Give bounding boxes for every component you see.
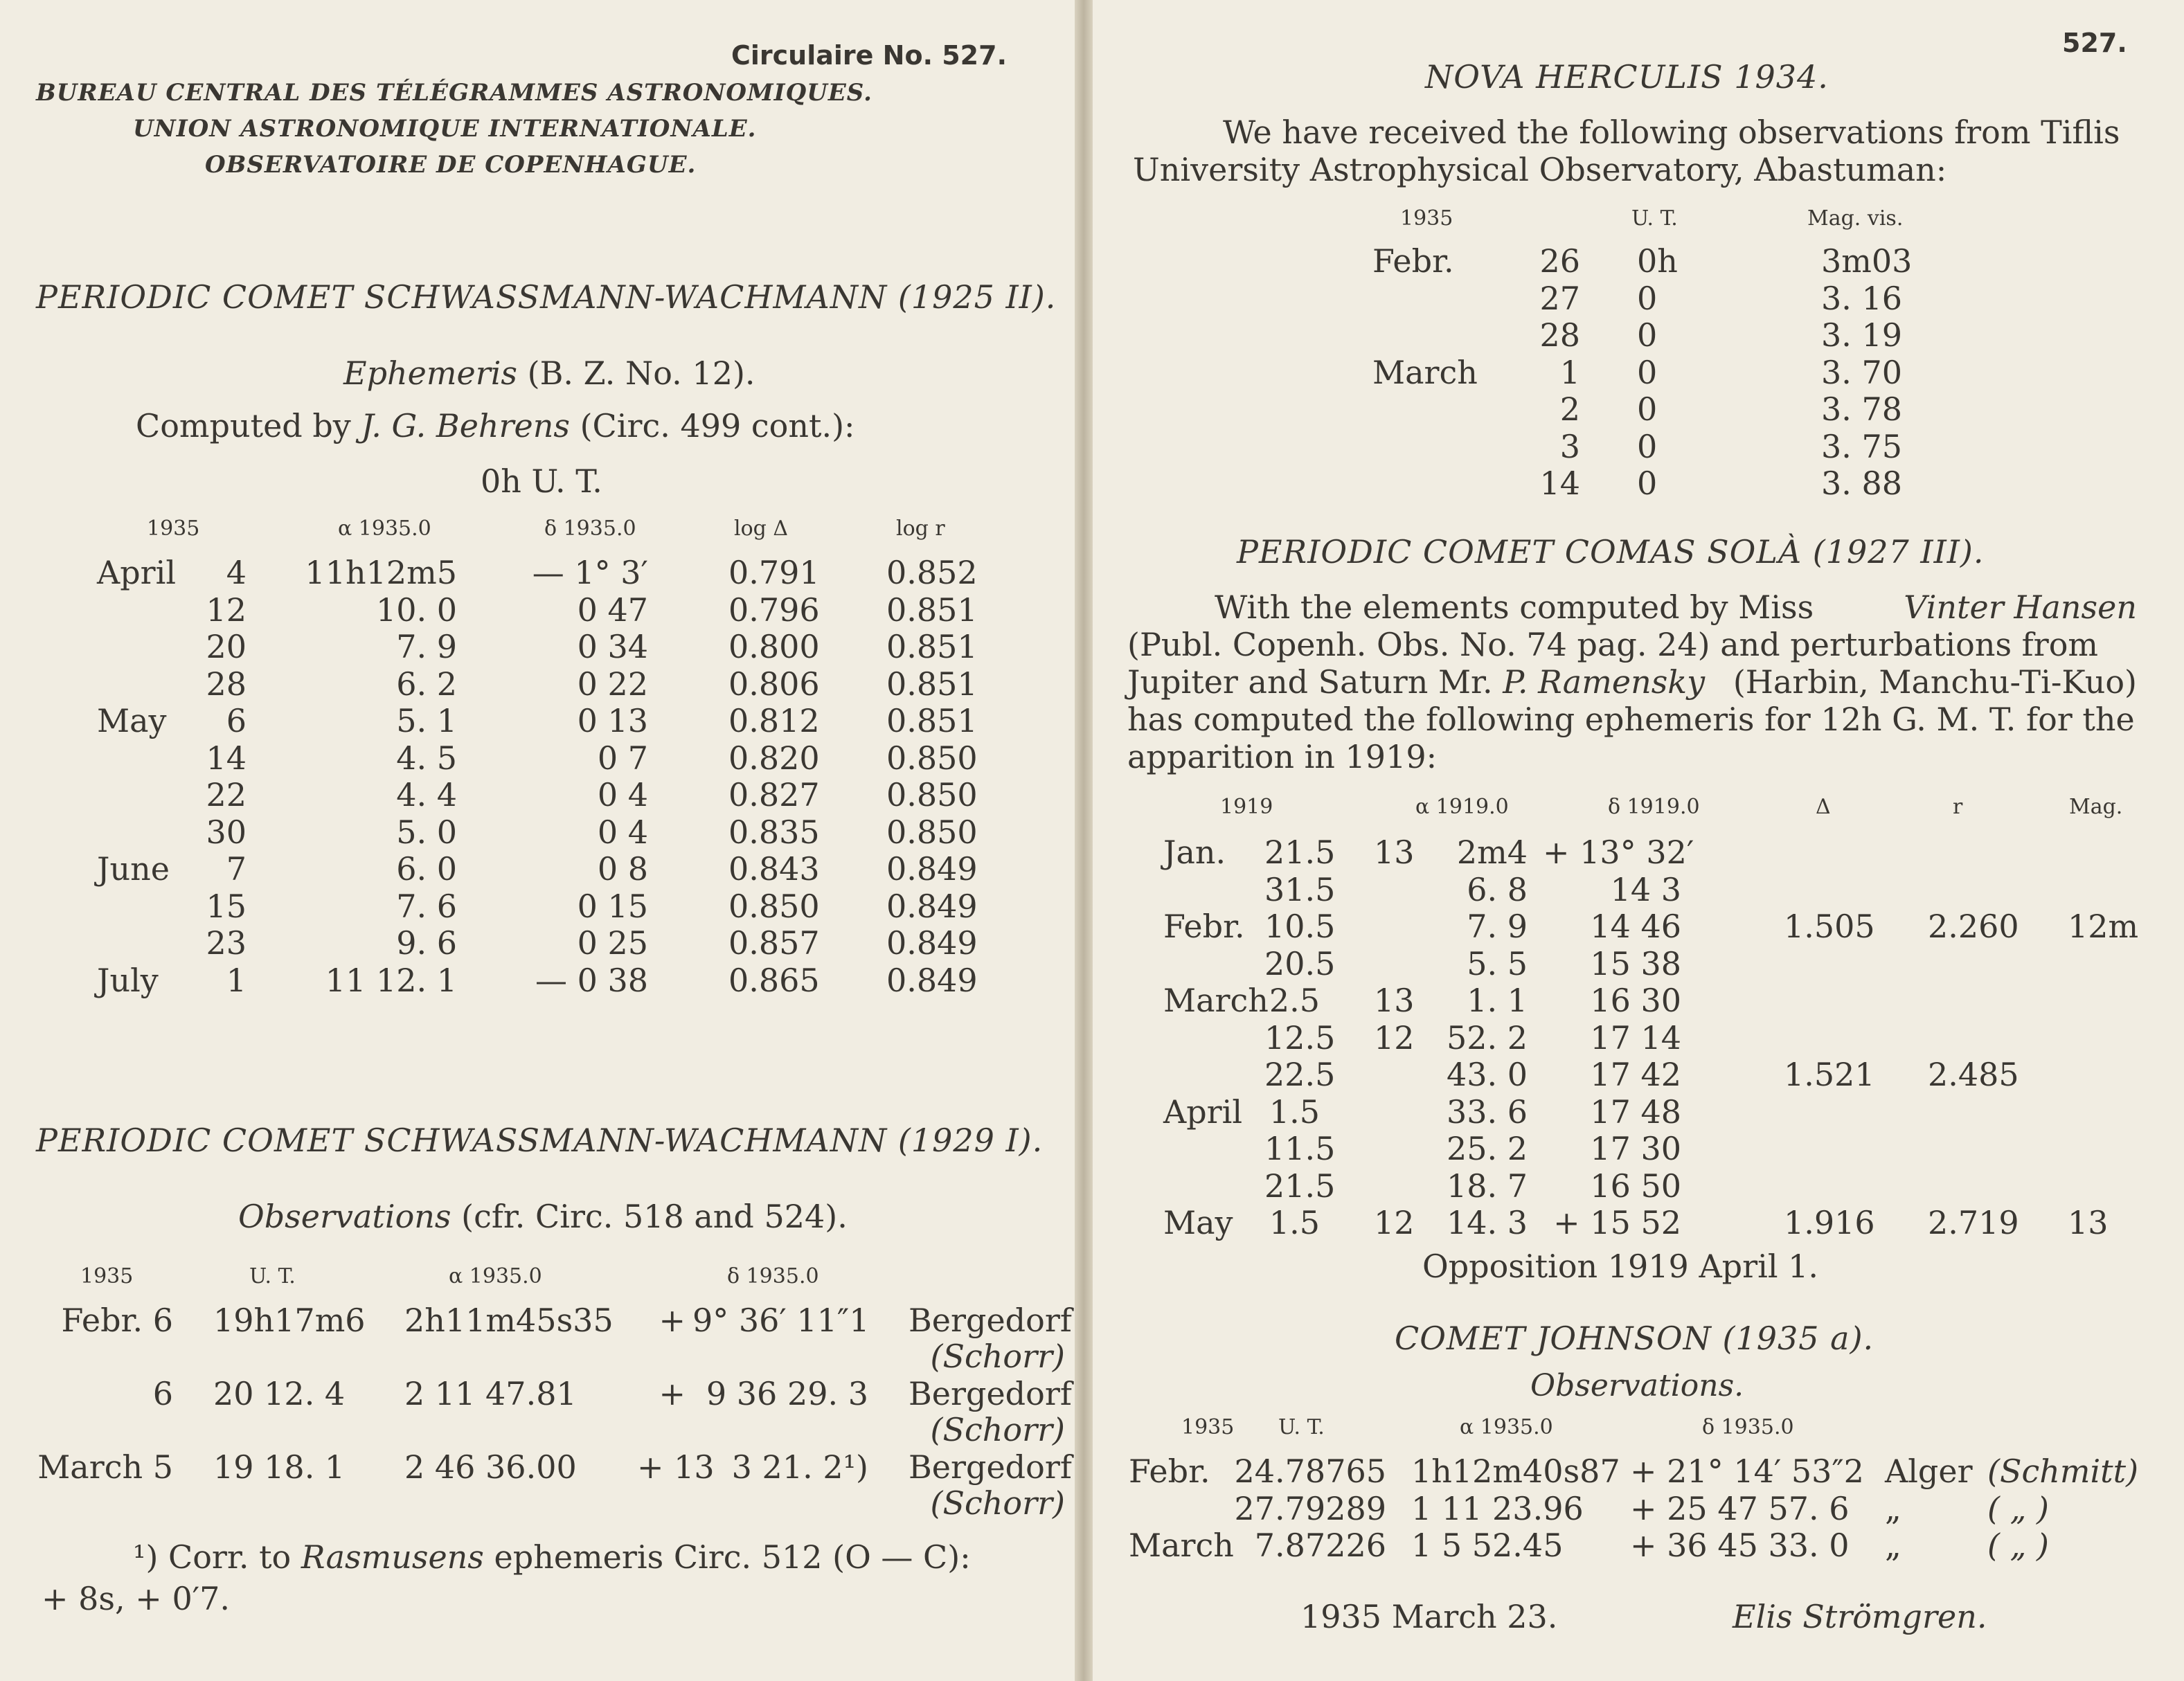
column-header: α 1935.0 <box>1460 1415 1553 1439</box>
table-cell: „ <box>1885 1489 1901 1527</box>
table-cell: 0 <box>1637 465 1658 502</box>
table-cell: + 36 45 33. 0 <box>1630 1527 1850 1564</box>
table-cell: 3m03 <box>1821 242 1913 280</box>
table-cell: 0.857 <box>728 924 820 962</box>
table-cell: 6 <box>152 1375 173 1412</box>
table-cell: 0 <box>1637 390 1658 428</box>
table-cell: April <box>97 554 177 591</box>
table-cell: 6 <box>226 702 247 739</box>
column-header: Mag. <box>2069 795 2123 819</box>
table-cell: 3. 88 <box>1821 465 1903 502</box>
column-header: δ 1935.0 <box>727 1264 819 1288</box>
left-page <box>0 0 1075 1681</box>
table-cell: 0 <box>1637 316 1658 354</box>
table-cell: 1 11 23.96 <box>1411 1489 1584 1527</box>
table-cell: 1.505 <box>1784 908 1875 945</box>
section-title-1925: PERIODIC COMET SCHWASSMANN-WACHMANN (1925 II). <box>36 278 1057 316</box>
table-cell: Bergedorf <box>908 1302 1072 1339</box>
table-cell: 2 11 47.81 <box>404 1375 577 1412</box>
computed-by-line: Computed by J. G. Behrens (Circ. 499 cont.): <box>136 407 855 444</box>
table-cell: 7. 9 <box>396 628 457 665</box>
table-cell: 3 <box>1559 427 1580 465</box>
table-cell: 12 <box>206 591 247 629</box>
table-cell: 3. 70 <box>1821 353 1903 391</box>
table-cell: 4. 4 <box>396 776 457 813</box>
table-cell: 0.851 <box>886 665 978 703</box>
table-cell: 17 48 <box>1590 1093 1681 1131</box>
column-header: 1935 <box>147 516 200 541</box>
table-cell: 2.260 <box>1928 908 2019 945</box>
signature: Elis Strömgren. <box>1733 1598 1987 1635</box>
table-cell: 16 30 <box>1590 982 1681 1019</box>
table-cell: 7.87226 <box>1254 1527 1386 1564</box>
table-cell: 28 <box>1539 316 1580 354</box>
table-cell: 0.849 <box>886 887 978 925</box>
circular-number: Circulaire No. 527. <box>731 40 1007 71</box>
table-cell: 0.865 <box>728 961 820 999</box>
table-cell: 12.5 <box>1264 1018 1336 1057</box>
table-cell: 1.521 <box>1784 1056 1875 1093</box>
table-cell: 0.796 <box>728 591 820 629</box>
table-cell: 6. 2 <box>396 665 457 703</box>
table-cell: 0.851 <box>886 628 978 665</box>
table-cell: 0.806 <box>728 665 820 703</box>
table-cell: + <box>659 1302 686 1339</box>
table-cell: 22.5 <box>1264 1056 1336 1093</box>
table-cell: 9° 36′ 11″1 <box>692 1302 870 1339</box>
footnote-line-1: ¹) Corr. to Rasmusens ephemeris Circ. 512 (O — C): <box>133 1538 971 1576</box>
table-cell: — 1° 3′ <box>532 554 648 591</box>
table-cell: 27.79289 <box>1234 1489 1386 1527</box>
table-cell: 3 21. 2¹) <box>731 1448 868 1486</box>
table-cell: 10. 0 <box>375 591 457 629</box>
table-cell: (Schorr) <box>930 1411 1065 1448</box>
table-cell: 25. 2 <box>1446 1130 1528 1167</box>
table-cell: 1.5 <box>1269 1093 1320 1131</box>
column-header: U. T. <box>249 1264 296 1288</box>
table-cell: + <box>659 1375 686 1412</box>
table-cell: 18. 7 <box>1446 1167 1528 1205</box>
table-cell: Febr. 6 <box>61 1302 173 1339</box>
table-cell: 19 18. 1 <box>213 1448 346 1486</box>
table-cell: 20 12. 4 <box>213 1375 346 1412</box>
column-header: 1919 <box>1220 795 1273 819</box>
table-cell: March <box>1372 353 1478 391</box>
table-cell: Febr. <box>1129 1453 1210 1490</box>
table-cell: 17 42 <box>1590 1056 1681 1093</box>
observatory-header: OBSERVATOIRE DE COPENHAGUE. <box>205 151 697 179</box>
table-cell: 0 15 <box>577 887 648 925</box>
table-cell: 1 <box>1559 353 1580 391</box>
table-cell: ( „ ) <box>1987 1527 2049 1564</box>
column-header: α 1919.0 <box>1415 795 1509 819</box>
table-cell: 0.791 <box>728 554 820 591</box>
table-cell: 2 <box>1559 390 1580 428</box>
table-cell: 5. 1 <box>396 702 457 739</box>
comas-paragraph: With the elements computed by Miss Vinter Hansen (Publ. Copenh. Obs. No. 74 pag. 24) and perturbations from Jupiter and Saturn Mr. P. Ramensky (Harbin, Manchu-Ti-Kuo) has computed the following ephemeris for 12h G. M. T. for the apparition in 1919: <box>1127 588 2137 775</box>
table-cell: 15 <box>206 887 247 925</box>
table-cell: June <box>97 850 170 888</box>
column-header: Mag. vis. <box>1807 206 1904 231</box>
column-header: α 1935.0 <box>449 1264 542 1288</box>
table-cell: (Schorr) <box>930 1484 1065 1522</box>
observations-line: Observations (cfr. Circ. 518 and 524). <box>238 1198 848 1235</box>
table-cell: Bergedorf <box>908 1448 1072 1486</box>
table-cell: ( „ ) <box>1987 1489 2049 1527</box>
table-cell: + 21° 14′ 53″2 <box>1630 1453 1864 1490</box>
column-header: α 1935.0 <box>338 516 431 541</box>
table-cell: March <box>1129 1527 1234 1564</box>
table-cell: 0.852 <box>886 554 978 591</box>
table-cell: 11.5 <box>1264 1130 1336 1167</box>
table-cell: 3. 75 <box>1821 427 1903 465</box>
table-cell: + 13 <box>637 1448 715 1486</box>
date-line: 1935 March 23. <box>1300 1598 1558 1635</box>
table-cell: 0 <box>1637 427 1658 465</box>
table-cell: 17 30 <box>1590 1130 1681 1167</box>
table-cell: 11h12m5 <box>305 554 457 591</box>
table-cell: 4. 5 <box>396 739 457 777</box>
table-cell: 0 7 <box>597 739 648 777</box>
column-header: 1935 <box>80 1264 134 1288</box>
table-cell: 7. 9 <box>1467 908 1528 945</box>
table-cell: 13 <box>1374 834 1415 871</box>
column-header: 1935 <box>1400 206 1453 231</box>
table-cell: 0 8 <box>597 850 648 888</box>
table-cell: 5. 0 <box>396 813 457 851</box>
table-cell: 30 <box>206 813 247 851</box>
table-cell: 0 13 <box>577 702 648 739</box>
table-cell: 14. 3 <box>1446 1204 1528 1241</box>
table-cell: April <box>1163 1093 1243 1131</box>
table-cell: 21.5 <box>1264 1167 1336 1205</box>
table-cell: 0.800 <box>728 628 820 665</box>
table-cell: 0.820 <box>728 739 820 777</box>
table-cell: + 13° 32′ <box>1543 834 1694 871</box>
union-header: UNION ASTRONOMIQUE INTERNATIONALE. <box>133 115 757 143</box>
table-cell: 2 46 36.00 <box>404 1448 577 1486</box>
table-cell: 2.5 <box>1269 982 1320 1019</box>
table-cell: 12m <box>2068 908 2139 945</box>
table-cell: Alger <box>1885 1453 1973 1490</box>
table-cell: 6. 8 <box>1467 870 1528 908</box>
table-cell: 27 <box>1539 279 1580 317</box>
table-cell: 20.5 <box>1264 944 1336 982</box>
table-cell: 1.5 <box>1269 1204 1320 1241</box>
time-label: 0h U. T. <box>481 462 602 500</box>
table-cell: (Schmitt) <box>1987 1453 2139 1490</box>
table-cell: 1. 1 <box>1467 982 1528 1019</box>
table-cell: 7. 6 <box>396 887 457 925</box>
table-cell: May <box>1163 1204 1233 1241</box>
table-cell: 0 22 <box>577 665 648 703</box>
table-cell: 0.849 <box>886 850 978 888</box>
nova-intro-2: University Astrophysical Observatory, Abastuman: <box>1133 151 1947 188</box>
bureau-header: BUREAU CENTRAL DES TÉLÉGRAMMES ASTRONOMIQUES. <box>36 79 872 107</box>
opposition-line: Opposition 1919 April 1. <box>1422 1248 1819 1285</box>
table-cell: 3. 78 <box>1821 390 1903 428</box>
table-cell: 0.849 <box>886 924 978 962</box>
table-cell: 0 <box>1637 353 1658 391</box>
johnson-observations-label: Observations. <box>1530 1368 1744 1403</box>
table-cell: 0.851 <box>886 702 978 739</box>
table-cell: 0.851 <box>886 591 978 629</box>
table-cell: 1 5 52.45 <box>1411 1527 1564 1564</box>
table-cell: 3. 16 <box>1821 279 1903 317</box>
table-cell: + 25 47 57. 6 <box>1630 1489 1850 1527</box>
table-cell: 28 <box>206 665 247 703</box>
table-cell: 12 <box>1374 1018 1415 1057</box>
table-cell: 21.5 <box>1264 834 1336 871</box>
table-cell: 13 <box>2068 1204 2109 1241</box>
footnote-line-2: + 8s, + 0′7. <box>42 1580 231 1617</box>
table-cell: „ <box>1885 1527 1901 1564</box>
table-cell: 22 <box>206 776 247 813</box>
nova-intro-1: We have received the following observations from Tiflis <box>1223 114 2120 151</box>
table-cell: 31.5 <box>1264 870 1336 908</box>
right-page <box>1093 0 2184 1681</box>
table-cell: + 15 52 <box>1553 1204 1681 1241</box>
table-cell: 13 <box>1374 982 1415 1019</box>
table-cell: 33. 6 <box>1446 1093 1528 1131</box>
comas-title: PERIODIC COMET COMAS SOLÀ (1927 III). <box>1237 533 1985 570</box>
table-cell: 10.5 <box>1264 908 1336 945</box>
table-cell: 0.843 <box>728 850 820 888</box>
table-cell: 1h12m40s87 <box>1411 1453 1620 1490</box>
column-header: U. T. <box>1278 1415 1325 1439</box>
table-cell: 0.827 <box>728 776 820 813</box>
table-cell: 0.850 <box>728 887 820 925</box>
table-cell: March 5 <box>37 1448 173 1486</box>
table-cell: 1 <box>226 961 247 999</box>
nova-title: NOVA HERCULIS 1934. <box>1425 58 1829 96</box>
table-cell: 24.78765 <box>1234 1453 1386 1490</box>
table-cell: 2h11m45s35 <box>404 1302 614 1339</box>
table-cell: May <box>97 702 167 739</box>
table-cell: 14 <box>1539 465 1580 502</box>
table-cell: 2m4 <box>1456 834 1528 871</box>
table-cell: 14 <box>206 739 247 777</box>
table-cell: 7 <box>226 850 247 888</box>
table-cell: 14 46 <box>1590 908 1681 945</box>
column-header: δ 1935.0 <box>1702 1415 1794 1439</box>
table-cell: 0.849 <box>886 961 978 999</box>
table-cell: 0 47 <box>577 591 648 629</box>
column-header: log Δ <box>734 516 789 541</box>
table-cell: 20 <box>206 628 247 665</box>
table-cell: 0.850 <box>886 739 978 777</box>
table-cell: 15 38 <box>1590 944 1681 982</box>
table-cell: Febr. <box>1163 908 1245 945</box>
table-cell: 9 36 29. 3 <box>706 1375 868 1412</box>
page-number: 527. <box>2062 28 2127 58</box>
table-cell: 0.850 <box>886 813 978 851</box>
table-cell: 5. 5 <box>1467 944 1528 982</box>
table-cell: Jan. <box>1163 834 1226 871</box>
table-cell: — 0 38 <box>535 961 648 999</box>
table-cell: 3. 19 <box>1821 316 1903 354</box>
column-header: δ 1935.0 <box>544 516 636 541</box>
table-cell: 0 34 <box>577 628 648 665</box>
column-header: δ 1919.0 <box>1608 795 1700 819</box>
table-cell: 52. 2 <box>1446 1018 1528 1057</box>
table-cell: July <box>97 961 159 999</box>
table-cell: 2.485 <box>1928 1056 2019 1093</box>
table-cell: 23 <box>206 924 247 962</box>
table-cell: Bergedorf <box>908 1375 1072 1412</box>
table-cell: 0 4 <box>597 776 648 813</box>
table-cell: 16 50 <box>1590 1167 1681 1205</box>
table-cell: 0h <box>1637 242 1678 280</box>
table-cell: 1.916 <box>1784 1204 1875 1241</box>
table-cell: 0.850 <box>886 776 978 813</box>
table-cell: 2.719 <box>1928 1204 2019 1241</box>
table-cell: 19h17m6 <box>213 1302 366 1339</box>
table-cell: 14 3 <box>1610 870 1681 908</box>
table-cell: 0 25 <box>577 924 648 962</box>
table-cell: (Schorr) <box>930 1338 1065 1375</box>
column-header: Δ <box>1816 795 1831 819</box>
column-header: 1935 <box>1181 1415 1235 1439</box>
table-cell: 0.835 <box>728 813 820 851</box>
table-cell: 4 <box>226 554 247 591</box>
table-cell: March <box>1163 982 1269 1019</box>
table-cell: 26 <box>1539 242 1580 280</box>
section-title-1929: PERIODIC COMET SCHWASSMANN-WACHMANN (1929 I). <box>36 1122 1044 1159</box>
table-cell: Febr. <box>1372 242 1454 280</box>
table-cell: 11 12. 1 <box>325 961 457 999</box>
column-header: U. T. <box>1631 206 1678 231</box>
page-fold <box>1075 0 1093 1681</box>
johnson-title: COMET JOHNSON (1935 a). <box>1395 1320 1874 1357</box>
table-cell: 43. 0 <box>1446 1056 1528 1093</box>
table-cell: 17 14 <box>1590 1018 1681 1057</box>
table-cell: 0 4 <box>597 813 648 851</box>
table-cell: 6. 0 <box>396 850 457 888</box>
table-cell: 0 <box>1637 279 1658 317</box>
column-header: r <box>1953 795 1963 819</box>
table-cell: 9. 6 <box>396 924 457 962</box>
table-cell: 0.812 <box>728 702 820 739</box>
column-header: log r <box>896 516 945 541</box>
ephemeris-line: Ephemeris (B. Z. No. 12). <box>343 354 755 392</box>
table-cell: 12 <box>1374 1204 1415 1241</box>
